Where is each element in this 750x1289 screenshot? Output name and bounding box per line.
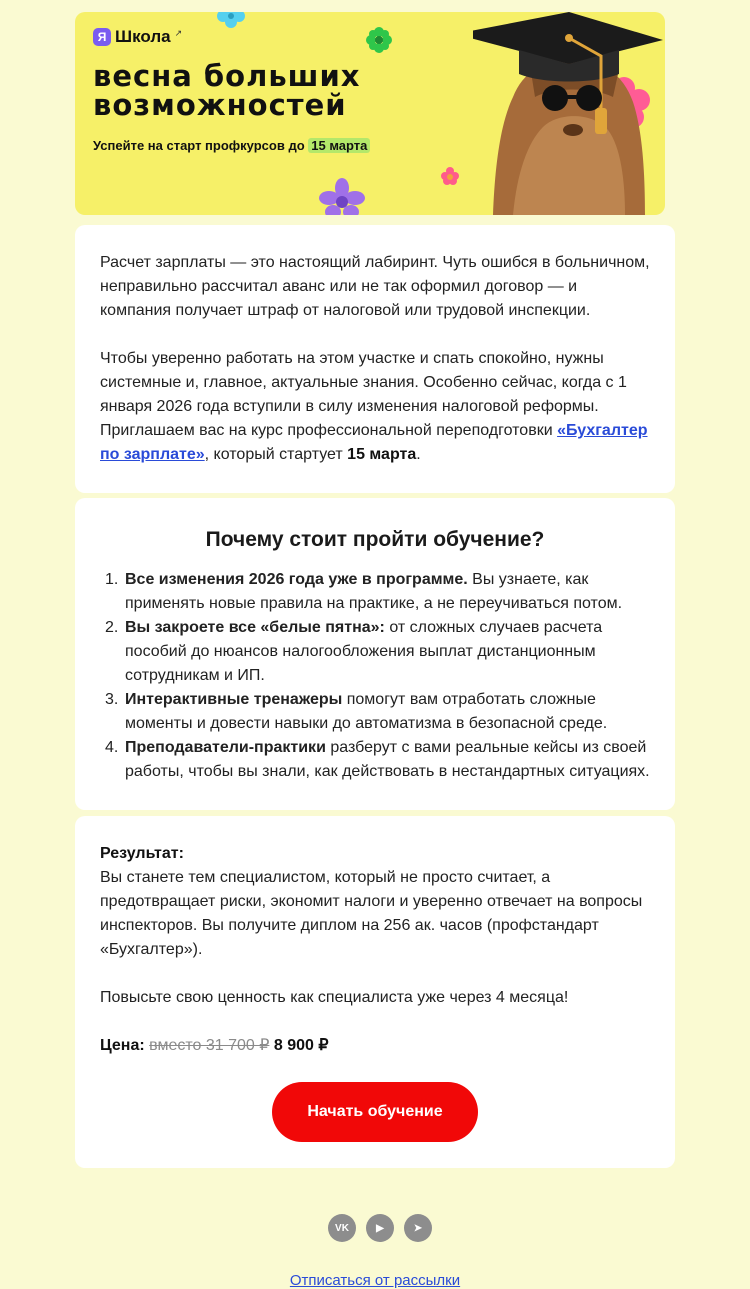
- price-line: [100, 1034, 652, 1058]
- youtube-icon[interactable]: ▶: [366, 1214, 394, 1242]
- intro-card: [75, 225, 675, 493]
- result-card: [75, 816, 675, 1168]
- start-date: 15 марта: [347, 446, 417, 463]
- intro-paragraph-1: Расчет зарплаты — это настоящий лабиринт. Чуть ошибся в больничном, неправильно рассчитал аванс или не так оформил договор — и компания получает штраф от налоговой или трудовой инспекции.: [100, 254, 650, 319]
- vk-icon[interactable]: VK: [328, 1214, 356, 1242]
- benefits-list: [100, 568, 655, 784]
- banner-date-highlight: 15 марта: [308, 138, 370, 153]
- flower-icon: [317, 178, 367, 215]
- result-block: [100, 842, 652, 962]
- benefits-card: [75, 498, 675, 810]
- benefit-number: 3.: [105, 691, 119, 708]
- benefit-text: Вы узнаете, как применять новые правила на практике, а не переучиваться потом.: [125, 571, 623, 612]
- price-label: Цена:: [100, 1037, 145, 1054]
- banner-headline: [93, 59, 453, 122]
- benefit-number: 4.: [105, 739, 119, 756]
- result-label: Результат:: [100, 845, 184, 862]
- intro-paragraph-2-start: Чтобы уверенно работать на этом участке и спать спокойно, нужны системные и, главное, актуальные знания. Особенно сейчас, когда с 1 января 2026 года вступили в силу изменения налоговой реформы. Приглашаем вас на курс профессиональной переподготовки: [100, 350, 627, 439]
- benefit-number: 2.: [105, 619, 119, 636]
- promo-banner[interactable]: [75, 12, 665, 215]
- school-logo-text: Школа: [115, 27, 171, 46]
- benefit-bold: Преподаватели-практики: [125, 739, 326, 756]
- course-link[interactable]: «Бухгалтер по зарплате»: [100, 422, 648, 463]
- capybara-graduate-illustration: [473, 12, 665, 215]
- school-logo[interactable]: [93, 27, 182, 47]
- flower-icon: [213, 12, 249, 30]
- unsubscribe-link[interactable]: Отписаться от рассылки: [289, 1272, 461, 1289]
- benefit-number: 1.: [105, 571, 119, 588]
- benefits-title: Почему стоит пройти обучение?: [205, 528, 545, 551]
- benefit-item: [100, 616, 655, 688]
- banner-headline-line1: весна больших: [93, 59, 361, 93]
- result-text: Вы станете тем специалистом, который не просто считает, а предотвращает риски, экономит налоги и уверенно отвечает на вопросы инспекторов. Вы получите диплом на 256 ак. часов (профстандарт «Бухгалтер»).: [100, 869, 643, 958]
- benefit-text: от сложных случаев расчета пособий до нюансов налогообложения выплат дистанционным сотрудникам и ИП.: [125, 619, 603, 684]
- intro-paragraph-2-mid: , который стартует: [204, 446, 348, 463]
- intro-paragraph-2-end: .: [416, 446, 421, 463]
- benefit-item: [100, 736, 655, 784]
- benefit-bold: Вы закроете все «белые пятна»:: [125, 619, 385, 636]
- intro-paragraph-2: [100, 347, 652, 467]
- price-new: 8 900 ₽: [273, 1037, 329, 1054]
- telegram-icon[interactable]: ➤: [404, 1214, 432, 1242]
- social-links: [328, 1214, 432, 1242]
- flower-icon: [365, 26, 393, 54]
- price-old: вместо 31 700 ₽: [149, 1037, 270, 1054]
- benefit-item: [100, 568, 655, 616]
- benefit-bold: Все изменения 2026 года уже в программе.: [125, 571, 468, 588]
- benefit-text: помогут вам отработать сложные моменты и довести навыки до автоматизма в безопасной среде.: [125, 691, 608, 732]
- banner-subline: [93, 138, 370, 153]
- school-logo-icon: Я: [93, 28, 111, 46]
- motivation-text: Повысьте свою ценность как специалиста уже через 4 месяца!: [100, 989, 569, 1006]
- flower-icon: [440, 166, 460, 186]
- benefit-bold: Интерактивные тренажеры: [125, 691, 343, 708]
- banner-subline-text: Успейте на старт профкурсов до: [93, 138, 305, 153]
- benefit-item: [100, 688, 655, 736]
- external-link-icon: ↗: [174, 27, 183, 38]
- benefit-text: разберут с вами реальные кейсы из своей работы, чтобы вы знали, как действовать в нестандартных ситуациях.: [125, 739, 650, 780]
- banner-headline-line2: возможностей: [93, 88, 347, 122]
- start-learning-button[interactable]: Начать обучение: [272, 1082, 478, 1142]
